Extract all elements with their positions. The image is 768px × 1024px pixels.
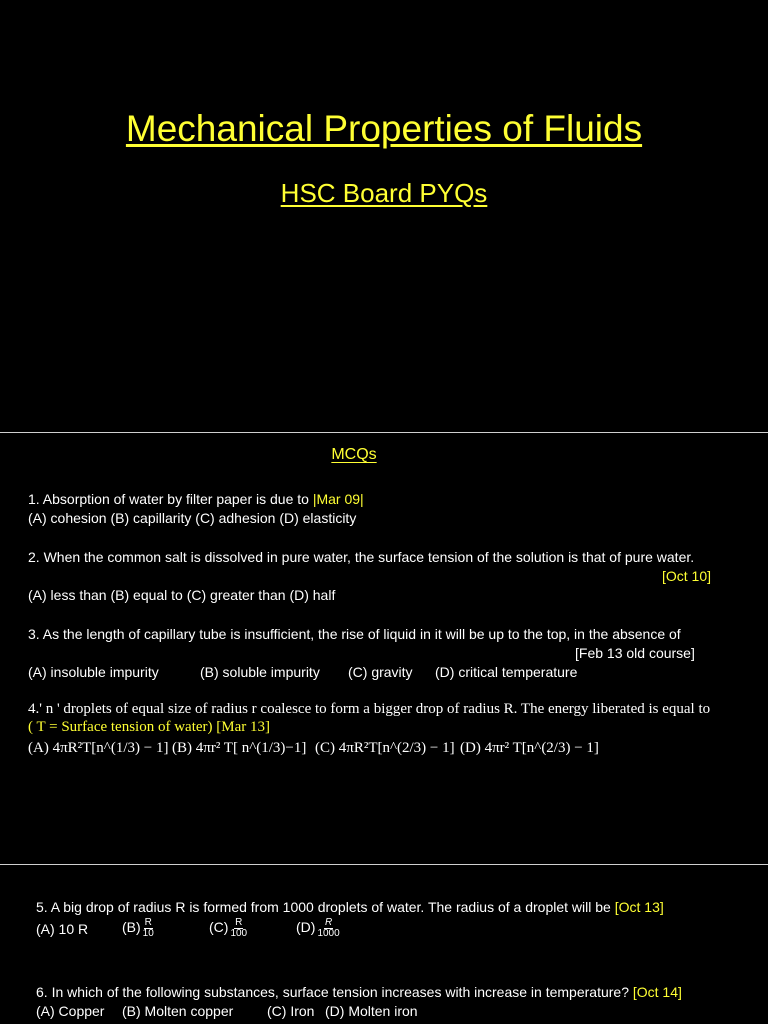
question-text: 5. A big drop of radius R is formed from 1000 droplets of water. The radius of a droplet will be [36, 899, 615, 915]
option-b: (B) Molten copper [122, 1003, 234, 1019]
option-c: (C) 4πR²T[n^(2/3) − 1] [315, 740, 455, 756]
exam-tag: ( T = Surface tension of water) [Mar 13] [28, 719, 270, 735]
option-d: (D) critical temperature [435, 664, 578, 680]
mcq-slide [0, 434, 768, 864]
question-5-options [36, 918, 340, 939]
option-a: (A) 10 R [36, 920, 89, 937]
question-4: 4.' n ' droplets of equal size of radius r coalesce to form a bigger drop of radius R. The energy liberated is equal to [28, 701, 711, 717]
title-slide [0, 0, 768, 432]
question-text: 1. Absorption of water by filter paper is due to [28, 491, 313, 507]
option-c: (C) gravity [348, 664, 413, 680]
option-d: (D) $\frac{R}{1000}$ [296, 917, 340, 939]
option-d: (D) Molten iron [325, 1003, 418, 1019]
exam-tag: [Oct 13] [614, 899, 664, 915]
question-3: 3. As the length of capillary tube is insufficient, the rise of liquid in it will be up to the top, in the absence of [28, 626, 681, 642]
question-2: 2. When the common salt is dissolved in pure water, the surface tension of the solution is that of pure water. [28, 549, 695, 565]
option-a: (A) Copper [36, 1003, 105, 1019]
option-b: (B) 4πr² T[ n^(1/3)−1] [172, 740, 307, 756]
question-text: 6. In which of the following substances, surface tension increases with increase in temperature? [36, 984, 633, 1000]
option-c: (C) Iron [267, 1003, 315, 1019]
slide-divider [0, 432, 768, 433]
option-a: (A) 4πR²T[n^(1/3) − 1] [28, 740, 169, 756]
slide-divider [0, 864, 768, 865]
mcq-heading: MCQs [331, 446, 377, 463]
option-d: (D) 4πr² T[n^(2/3) − 1] [460, 740, 599, 756]
option-b: (B) $\frac{R}{10}$ [122, 917, 154, 939]
question-6 [36, 983, 682, 1001]
option-a: (A) insoluble impurity [28, 664, 159, 680]
slide-title: Mechanical Properties of Fluids [125, 108, 643, 149]
question-4-options [28, 739, 599, 757]
slide-subtitle: HSC Board PYQs [280, 178, 488, 208]
mcq-slide-continued [0, 866, 768, 1024]
exam-tag: |Mar 09| [312, 491, 364, 507]
question-5 [36, 898, 664, 916]
question-3-options [28, 663, 577, 681]
exam-tag: [Oct 10] [662, 568, 712, 584]
question-6-options [36, 1002, 418, 1020]
option-b: (B) soluble impurity [200, 664, 320, 680]
question-1-options: (A) cohesion (B) capillarity (C) adhesion (D) elasticity [28, 510, 357, 526]
question-1 [28, 490, 364, 508]
exam-tag: [Feb 13 old course] [575, 645, 695, 661]
option-c: (C) $\frac{R}{100}$ [209, 917, 248, 939]
exam-tag: [Oct 14] [632, 984, 682, 1000]
question-2-options: (A) less than (B) equal to (C) greater than (D) half [28, 587, 336, 603]
